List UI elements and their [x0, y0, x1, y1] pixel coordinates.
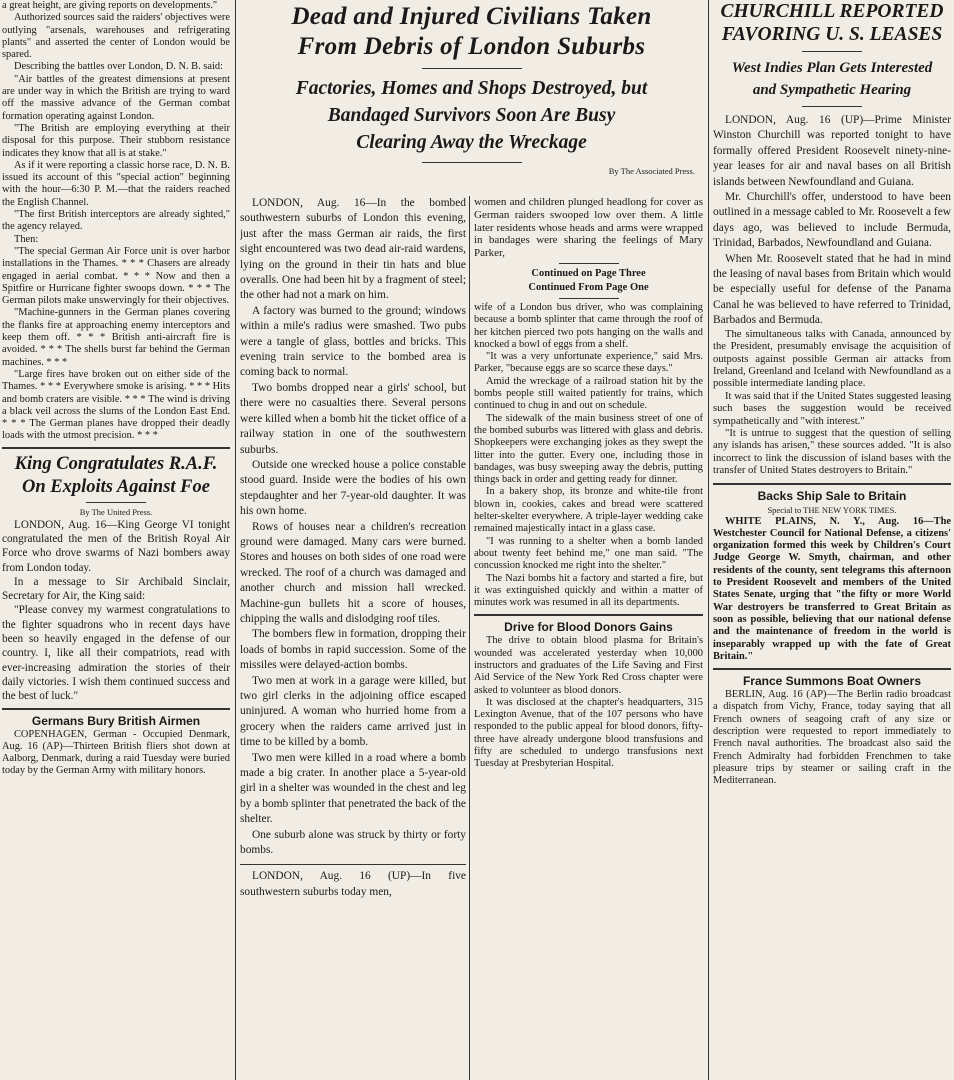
paragraph: In a message to Sir Archibald Sinclair, Secretary for Air, the King said:: [2, 575, 230, 603]
headline: King Congratulates R.A.F.: [14, 453, 218, 474]
paragraph: A factory was burned to the ground; windows within a mile's radius were smashed. Two pubs were a tangle of glass, bottles and bricks. This evening train service to the bombed area is coming back to normal.: [240, 304, 466, 379]
headline: FAVORING U. S. LEASES: [721, 24, 943, 45]
paragraph: Then:: [14, 233, 39, 245]
main-article-right: [474, 196, 703, 1080]
paragraph: Describing the battles over London, D. N. B. said:: [14, 61, 223, 73]
main-headline: Dead and Injured Civilians Taken: [291, 3, 652, 30]
column-rule: [469, 196, 470, 1080]
main-headline-block: [240, 0, 703, 177]
column-center: [240, 0, 703, 1080]
paragraph: "Machine-gunners in the German planes covering the flanks fire at approaching enemy interceptors and keep them off. * * * British anti-aircraft fire is avoided. * * * The shells burst far behind the German machines. * * *: [2, 307, 230, 368]
subheadline: Bandaged Survivors Soon Are Busy: [327, 105, 616, 126]
paragraph: "The first British interceptors are already sighted," the agency relayed.: [2, 209, 230, 233]
raid-report-continuation: [2, 0, 230, 443]
france-article: [713, 670, 951, 787]
divider: [802, 106, 862, 107]
paragraph: LONDON, Aug. 16—King George VI tonight congratulated the men of the British Royal Air Force who drove swarms of Nazi bombers away from London today.: [2, 518, 230, 574]
paragraph: a great height, are giving reports on developments.": [2, 0, 218, 11]
paragraph: When Mr. Roosevelt stated that he had in mind the leasing of naval bases from Britain which would be especially useful for defense of the Panama Canal he was believed to have referred to Trinidad, Barbados and Bermuda.: [713, 252, 951, 327]
paragraph: The Nazi bombs hit a factory and started a fire, but it was extinguished quickly and within a matter of minutes work was resumed in all its departments.: [474, 572, 703, 609]
paragraph: It was said that if the United States suggested leasing such bases the suggestion would be received sympathetically and "with interest.": [713, 390, 951, 427]
column-rule: [235, 0, 236, 1080]
main-article-left: [240, 196, 466, 1080]
subheadline: West Indies Plan Gets Interested: [731, 60, 933, 76]
divider: [802, 51, 862, 52]
headline: CHURCHILL REPORTED: [720, 1, 944, 22]
paragraph: Outside one wrecked house a police constable stood guard. Inside were the bodies of his own stepdaughter and her 7-year-old daughter. It was his own home.: [240, 458, 466, 518]
paragraph: "It was a very unfortunate experience," said Mrs. Parker, "because eggs are so scarce these days.": [474, 351, 703, 375]
paragraph: "Please convey my warmest congratulations to the fighter squadrons who in recent days have been so heavily engaged in the defense of our country. I, like all their compatriots, read with ever-increasing admiration the stories of their daily victories. I wish them continued success and the best of luck.": [2, 604, 230, 703]
paragraph: LONDON, Aug. 16 (UP)—In five southwestern suburbs today men,: [240, 870, 466, 898]
paragraph: "The special German Air Force unit is over harbor installations in the Thames. * * * Chasers are already engaged in aerial combat. * * * Now and then a Spitfire or Hurricane fighter swoops down. * * * The German pilots make unswervingly for their objectives.: [2, 245, 230, 307]
paragraph: Two men at work in a garage were killed, but two girl clerks in the adjoining office escaped uninjured. A woman who hurried home from a grocery when the raiders came arrived just in time to be killed by a bomb.: [240, 674, 466, 749]
headline: Backs Ship Sale to Britain: [757, 488, 907, 503]
blood-donor-article: [474, 616, 703, 770]
continued-notice: Continued From Page One: [528, 281, 649, 293]
headline: Germans Bury British Airmen: [31, 713, 201, 728]
churchill-article: [713, 0, 951, 478]
subheadline: Clearing Away the Wreckage: [356, 132, 587, 153]
divider: [240, 864, 466, 865]
paragraph: BERLIN, Aug. 16 (AP)—The Berlin radio broadcast a dispatch from Vichy, France, today saying that all French owners of seagoing craft of any size or description were requested to report immediately to French naval authorities. The broadcast also said the French Admiralty had forbidden Frenchmen to take pleasure trips by steamer or sailing craft in the Mediterranean.: [713, 689, 951, 787]
paragraph: One suburb alone was struck by thirty or forty bombs.: [240, 828, 466, 857]
paragraph: The sidewalk of the main business street of one of the bombed suburbs was littered with glass and debris. Shopkeepers were exchanging jokes as they swept the litter into the gutter. Every one, including those in bandages, was busy sweeping away the debris, putting things back in order and getting ready for dinner.: [474, 412, 703, 486]
headline: Drive for Blood Donors Gains: [504, 620, 673, 635]
divider: [422, 68, 522, 69]
byline: By The Associated Press.: [608, 166, 695, 176]
paragraph: The bombers flew in formation, dropping their loads of bombs in rapid succession. Some of the missiles were delayed-action bombs.: [240, 628, 466, 672]
paragraph: "Air battles of the greatest dimensions at present are under way in which the British are trying to ward off the massive advance of the German combat formation operating against London.: [2, 73, 230, 122]
paragraph: Amid the wreckage of a railroad station hit by the bombs people still waited patiently for trains, which continued to chug in and out on schedule.: [474, 375, 703, 412]
subheadline: and Sympathetic Hearing: [752, 82, 912, 98]
divider: [559, 298, 619, 299]
paragraph: The simultaneous talks with Canada, announced by the President, presumably envisage the acquisition of outposts against possible German air attacks from Ireland, Greenland and Iceland with Newfoundland as a possible intermediate landing place.: [713, 328, 951, 390]
paragraph: "I was running to a shelter when a bomb landed about twenty feet behind me," one man said. "The concussion knocked me right into the shelter.": [474, 535, 703, 572]
ship-sale-article: [713, 485, 951, 664]
column-rule: [708, 0, 709, 1080]
paragraph: wife of a London bus driver, who was complaining because a bomb splinter that came through the roof of her kitchen pierced two pots hanging on the walls and knocked a bowl of eggs from a shelf.: [474, 301, 703, 350]
divider: [559, 263, 619, 264]
divider: [422, 162, 522, 163]
byline: By The United Press.: [79, 506, 153, 517]
paragraph: LONDON, Aug. 16 (UP)—Prime Minister Winston Churchill was reported tonight to have formally offered President Roosevelt ninety-nine-year leases for air and naval bases on all British islands between Newfoundland and Guiana.: [713, 114, 951, 188]
paragraph: Authorized sources said the raiders' objectives were outlying "arsenals, warehouses and refrigerating plants" and asserted the center of London would be spared.: [2, 12, 230, 61]
king-article: [2, 449, 230, 704]
paragraph: WHITE PLAINS, N. Y., Aug. 16—The Westchester Council for National Defense, a citizens' organization formed this week by Children's Court Judge George W. Smyth, chairman, and other residents of the county, sent telegrams this afternoon to President Roosevelt and members of the United States Senate, urging that "the fifty or more World War destroyers be transferred to Great Britain as soon as possible, believing that our national defense and the maintenance of freedom in the world is inseparably wrapped up with the fate of Great Britain.": [713, 515, 951, 662]
paragraph: Rows of houses near a children's recreation ground were damaged. Many cars were burned. Stores and houses on both sides of one road were wrecked. The roof of a church was damaged and another church and mission hall wrecked. Machine-gun bullets hit a score of houses, chipping the walls and dislodging roof tiles.: [240, 520, 466, 625]
continued-notice: Continued on Page Three: [531, 267, 646, 279]
paragraph: The drive to obtain blood plasma for Britain's wounded was accelerated yesterday when 10,000 instructors and graduates of the Life Saving and First Aid Service of the New York Red Cross chapter were asked to volunteer as blood donors.: [474, 635, 703, 696]
subheadline: Factories, Homes and Shops Destroyed, but: [295, 78, 648, 99]
headline: France Summons Boat Owners: [742, 674, 922, 689]
headline: On Exploits Against Foe: [22, 476, 210, 497]
paragraph: In a bakery shop, its bronze and white-tile front blown in, cookies, cakes and bread were scattered helter-skelter everywhere. A triple-layer wedding cake remained majestically intact in a glass case.: [474, 486, 703, 535]
column-left: [2, 0, 230, 1080]
main-headline: From Debris of London Suburbs: [297, 33, 646, 60]
divider: [86, 502, 146, 503]
paragraph: COPENHAGEN, German - Occupied Denmark, Aug. 16 (AP)—Thirteen British fliers shot down at Aalborg, Denmark, during a raid Tuesday were buried today by the German Army with military honors.: [2, 728, 230, 777]
paragraph: Two bombs dropped near a girls' school, but there were no casualties there. Several persons were killed when a bomb hit the ticket office of a railway station in one of the southwestern suburbs.: [240, 381, 466, 456]
airmen-article: [2, 710, 230, 778]
paragraph: "The British are employing everything at their disposal for this purpose. Their stubborn resistance indicates they know that all is at stake.": [2, 122, 230, 159]
paragraph: "It is untrue to suggest that the question of selling any islands has arisen," these sources added. "It is also incorrect to link the discussion of island bases with the transfer of United States destroyers to Britain.": [713, 427, 951, 477]
paragraph: women and children plunged headlong for cover as German raiders swooped low over them. A little later residents whose heads and arms were wrapped in bandages were sharing the feelings of Mary Parker,: [474, 196, 703, 260]
paragraph: Two men were killed in a road where a bomb made a big crater. In another place a 5-year-old girl in a shelter was wounded in the chest and leg by a bomb splinter that penetrated the back of the shelter.: [240, 751, 466, 826]
paragraph: "Large fires have broken out on either side of the Thames. * * * Everywhere smoke is arising. * * * Hits and bomb craters are visible. * * * The wind is driving a black veil across the slums of the London East End. * * * The German planes have dropped their deadly loads with the utmost precision. * * *: [2, 368, 230, 442]
paragraph: It was disclosed at the chapter's headquarters, 315 Lexington Avenue, that of the 107 persons who have responded to the public appeal for blood donors, fifty-three have already undergone blood transfusions and fifty are scheduled to undergo transfusions next Tuesday at Presbyterian Hospital.: [474, 696, 703, 770]
paragraph: As if it were reporting a classic horse race, D. N. B. issued its account of this "special action" beginning with the hour—6:30 P. M.—that the raiders reached the English Channel.: [2, 159, 230, 208]
paragraph: LONDON, Aug. 16—In the bombed southwestern suburbs of London this evening, just after the mass German air raids, the first sight encountered was two dead air-raid wardens, lying on the ground in their tin hats and blue overalls. One had been hit by a fragment of steel; the other had not a mark on him.: [240, 197, 466, 302]
column-right: [713, 0, 951, 1080]
byline: Special to THE NEW YORK TIMES.: [767, 504, 897, 515]
paragraph: Mr. Churchill's offer, understood to have been outlined in a message cabled to Mr. Roosevelt a few days ago, was believed to include Bermuda, Trinidad, Barbados, Newfoundland and Guiana.: [713, 191, 951, 250]
